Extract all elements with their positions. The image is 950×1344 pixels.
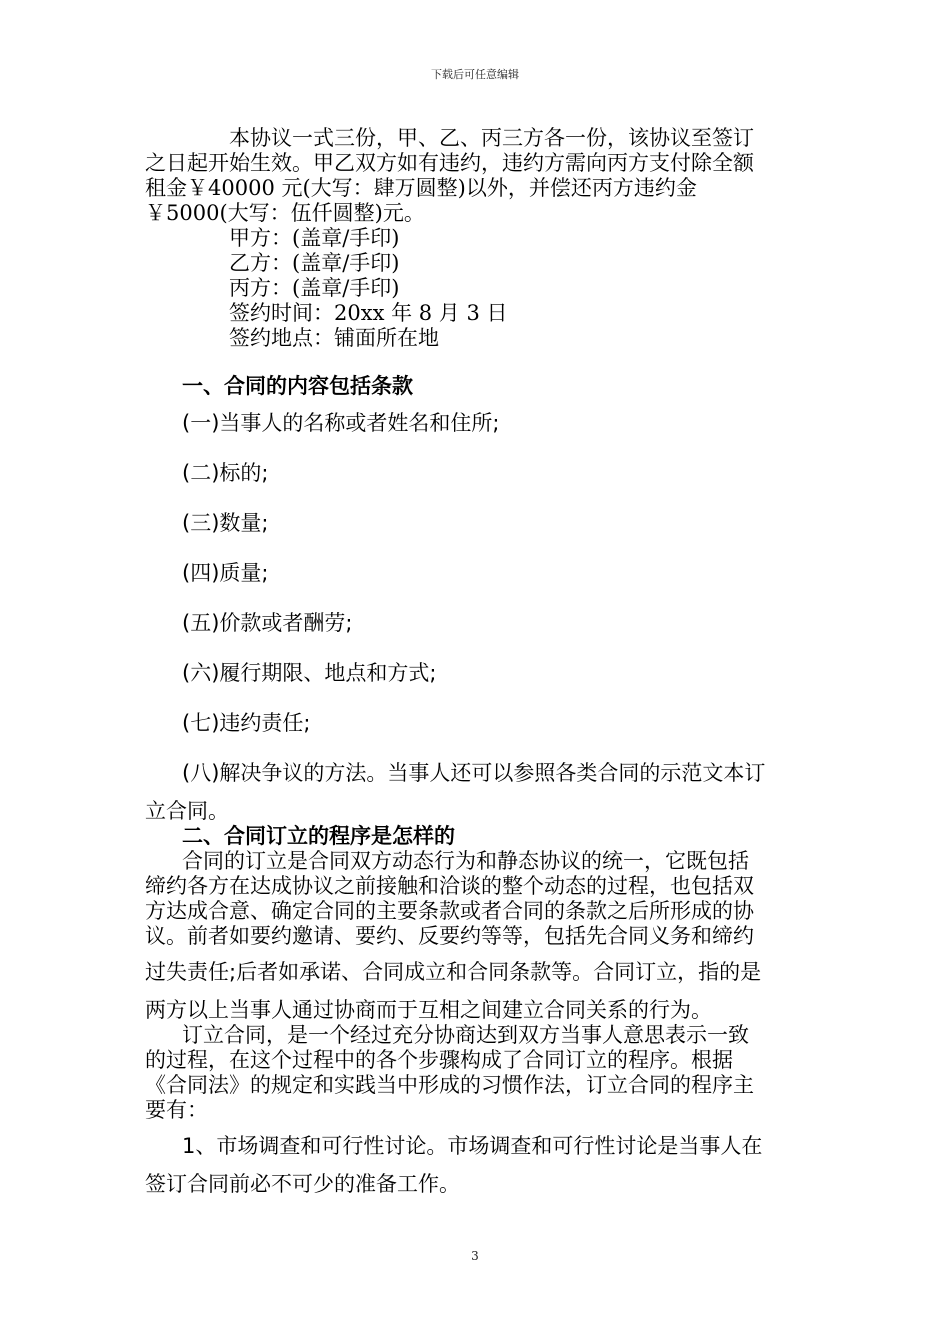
agreement-line: 本协议一式三份，甲、乙、丙三方各一份，该协议至签订 (229, 126, 754, 150)
page-header: 下载后可任意编辑 (431, 68, 519, 81)
body-line: 签订合同前必不可少的准备工作。 (145, 1172, 460, 1196)
body-line: 过失责任;后者如承诺、合同成立和合同条款等。合同订立，指的是 (145, 960, 762, 984)
clause-item: (四)质量; (182, 561, 269, 585)
signature-party-c: 丙方：(盖章/手印) (229, 276, 400, 300)
section2-heading: 二、合同订立的程序是怎样的 (182, 824, 455, 848)
clause-item: (八)解决争议的方法。当事人还可以参照各类合同的示范文本订 (182, 761, 766, 785)
clause-item-continuation: 立合同。 (145, 799, 229, 823)
clause-item: (二)标的; (182, 461, 269, 485)
body-line: 议。前者如要约邀请、要约、反要约等等，包括先合同义务和缔约 (145, 924, 754, 948)
page-number: 3 (471, 1249, 479, 1263)
signature-party-a: 甲方：(盖章/手印) (229, 226, 400, 250)
clause-item: (七)违约责任; (182, 711, 311, 735)
agreement-line: 之日起开始生效。甲乙双方如有违约，违约方需向丙方支付除全额 (145, 151, 754, 175)
signing-place: 签约地点：铺面所在地 (229, 326, 439, 350)
body-line: 方达成合意、确定合同的主要条款或者合同的条款之后所形成的协 (145, 899, 754, 923)
clause-item: (五)价款或者酬劳; (182, 611, 353, 635)
signing-date: 签约时间：20xx 年 8 月 3 日 (229, 301, 508, 325)
body-line: 《合同法》的规定和实践当中形成的习惯作法，订立合同的程序主 (145, 1073, 754, 1097)
body-line: 要有： (145, 1098, 208, 1122)
body-line: 缔约各方在达成协议之前接触和洽谈的整个动态的过程，也包括双 (145, 874, 754, 898)
clause-item: (三)数量; (182, 511, 269, 535)
body-line: 1、市场调查和可行性讨论。市场调查和可行性讨论是当事人在 (182, 1134, 763, 1158)
clause-item: (一)当事人的名称或者姓名和住所; (182, 411, 500, 435)
agreement-line: 租金￥40000 元(大写：肆万圆整)以外，并偿还丙方违约金 (145, 176, 697, 200)
body-line: 两方以上当事人通过协商而于互相之间建立合同关系的行为。 (145, 998, 712, 1022)
body-line: 订立合同，是一个经过充分协商达到双方当事人意思表示一致 (182, 1023, 749, 1047)
clause-item: (六)履行期限、地点和方式; (182, 661, 437, 685)
body-line: 合同的订立是合同双方动态行为和静态协议的统一，它既包括 (182, 849, 749, 873)
agreement-line: ￥5000(大写：伍仟圆整)元。 (145, 201, 425, 225)
signature-party-b: 乙方：(盖章/手印) (229, 251, 400, 275)
body-line: 的过程，在这个过程中的各个步骤构成了合同订立的程序。根据 (145, 1048, 733, 1072)
section1-heading: 一、合同的内容包括条款 (182, 374, 413, 398)
